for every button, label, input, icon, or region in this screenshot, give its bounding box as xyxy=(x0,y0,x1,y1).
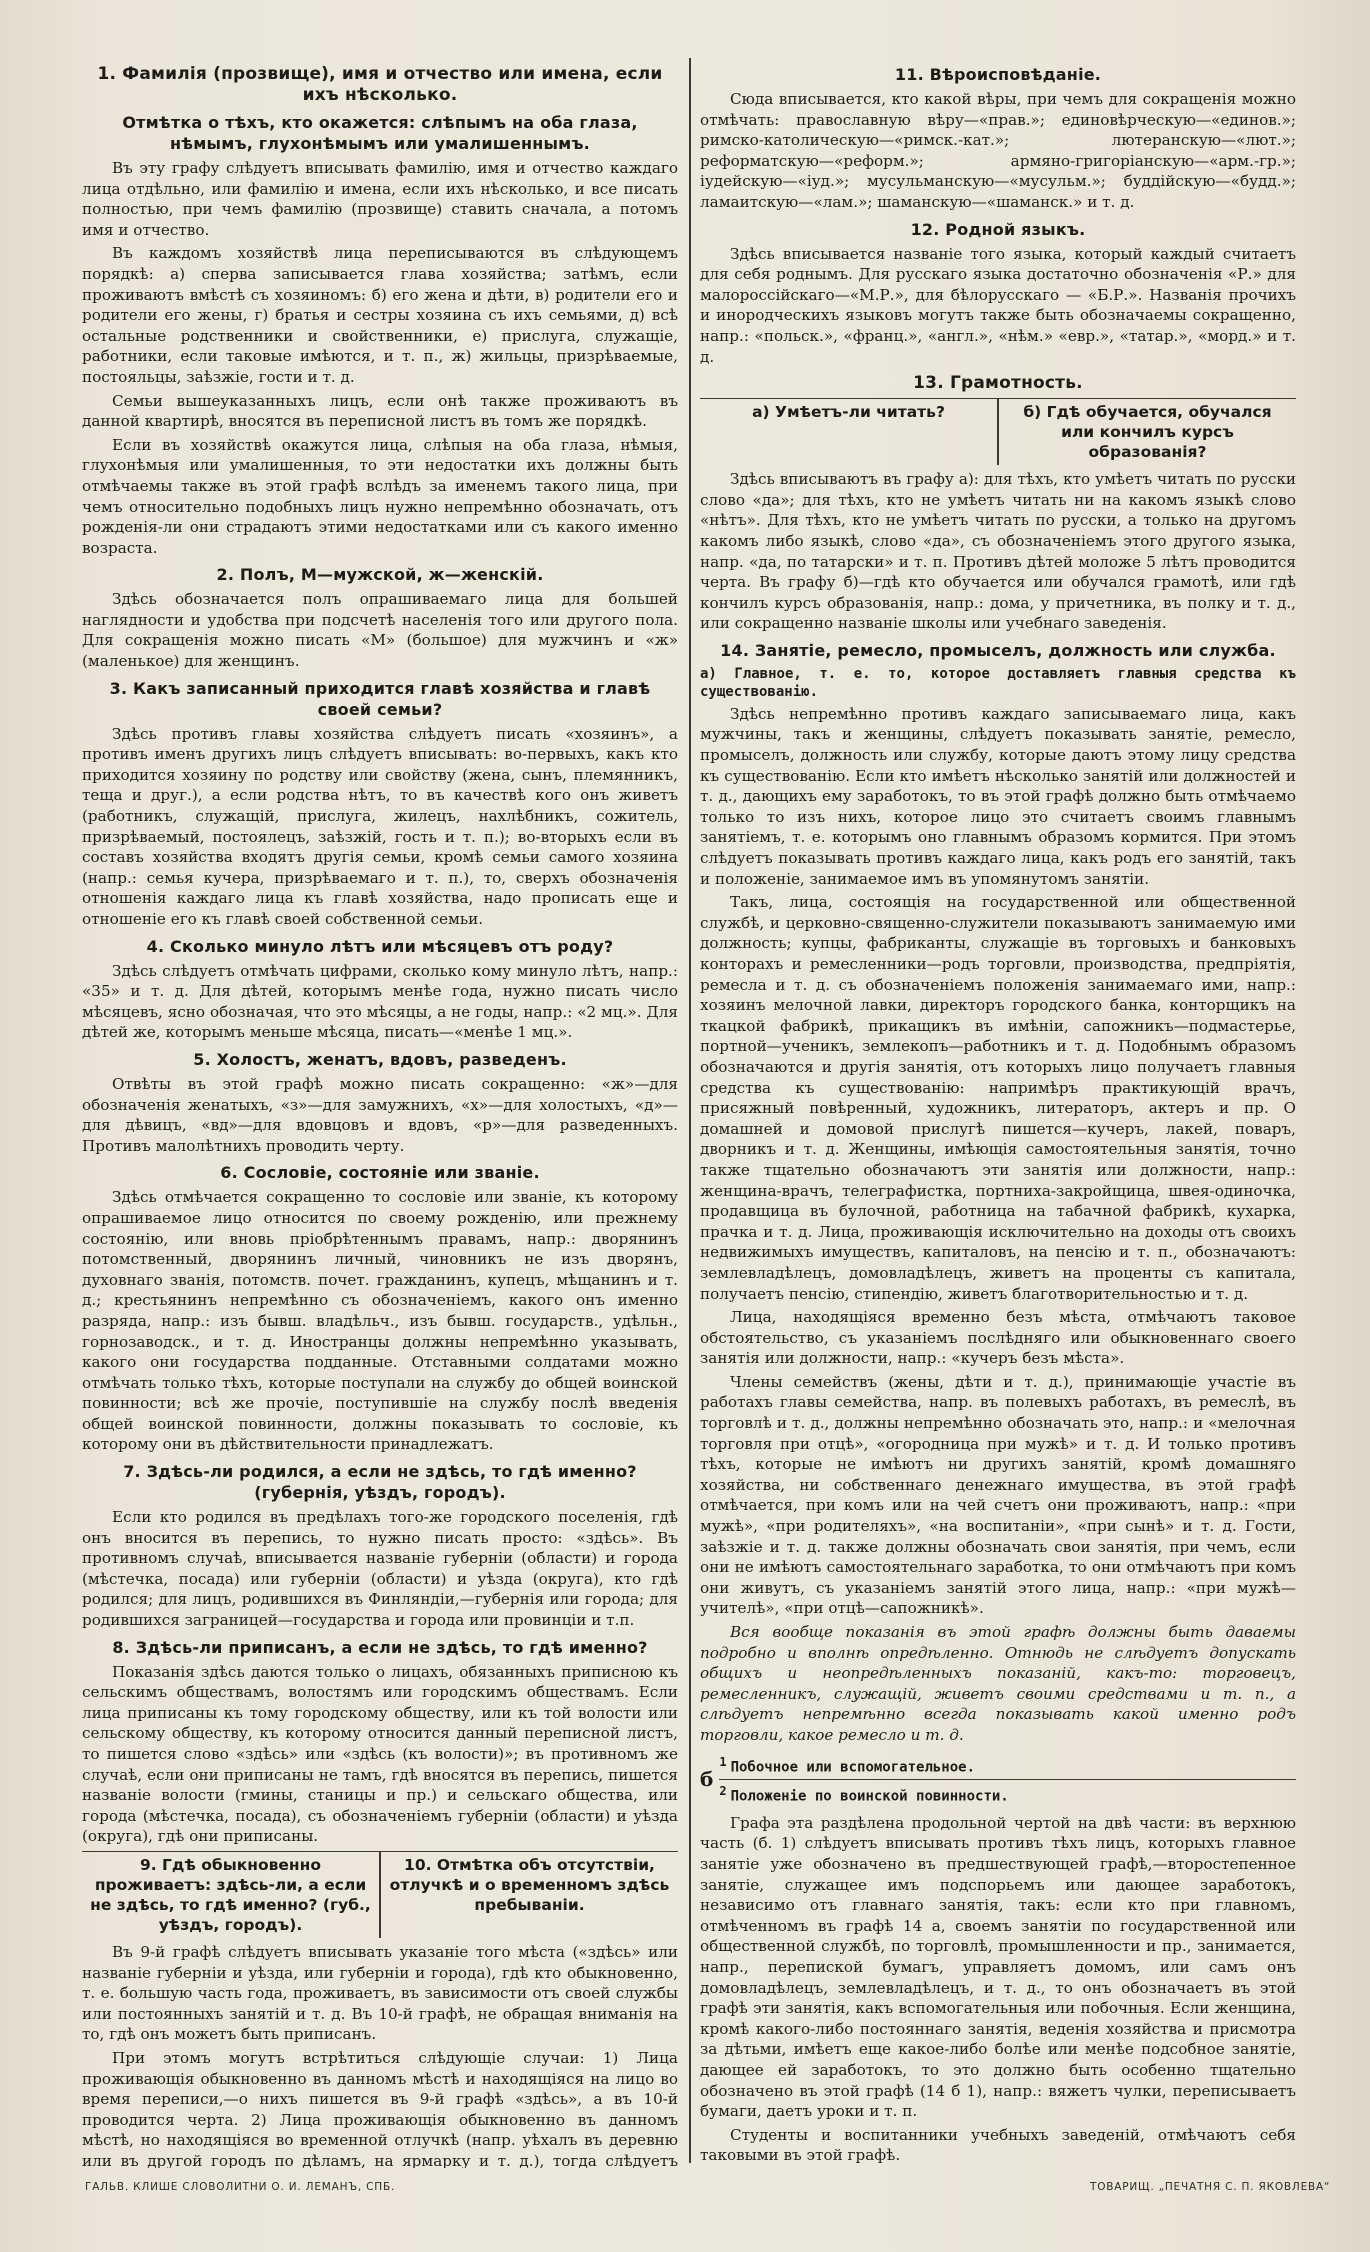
section-5-paragraph: Отвѣты въ этой графѣ можно писать сокращенно: «ж»—для обозначенія женатыхъ, «з»—для замужнихъ, «х»—для холостыхъ, «д»—для дѣвицъ, «вд»—для вдовцовъ и вдовъ, «р»—для разведенныхъ. Противъ малолѣтнихъ проводить черту. xyxy=(82,1074,678,1155)
section-14a-subtitle: а) Главное, т. е. то, которое доставляетъ главныя средства къ существованію. xyxy=(700,665,1296,700)
section-14b-paragraph: Графа эта раздѣлена продольной чертой на двѣ части: въ верхнюю часть (б. 1) слѣдуетъ вписывать противъ тѣхъ лицъ, которыхъ главное занятіе уже обозначено въ предшествующей графѣ,—второстепенное занятіе, служащее имъ подспорьемъ или дающее заработокъ, независимо отъ главнаго занятія, такъ: если кто при главномъ, отмѣченномъ въ графѣ 14 а, своемъ занятіи по государственной или общественной службѣ, по торговлѣ, промышленности и пр., занимается, напр., перепиской бумагъ, управляетъ домомъ, или самъ онъ домовладѣлецъ, землевладѣлецъ, и т. д., то онъ обозначаетъ въ этой графѣ эти занятія, какъ вспомогательныя или побочныя. Если женщина, кромѣ какого-либо постояннаго занятія, веденія хозяйства и присмотра за дѣтьми, имѣетъ еще какое-либо болѣе или менѣе подсобное занятіе, дающее ей заработокъ, то это должно быть особенно тщательно обозначено въ этой графѣ (14 б 1), напр.: вяжетъ чулки, переписываетъ бумаги, даетъ уроки и т. п. xyxy=(700,1813,1296,2121)
section-4-title: 4. Сколько минуло лѣтъ или мѣсяцевъ отъ роду? xyxy=(146,936,614,956)
section-14-paragraph: Такъ, лица, состоящія на государственной или общественной службѣ, и церковно-священно-служители показываютъ занимаемую ими должность; купцы, фабриканты, служащіе въ торговыхъ и банковыхъ конторахъ и ремесленники—родъ торговли, производства, предпріятія, ремесла и т. д. съ обозначеніемъ положенія занимаемаго ими, напр.: хозяинъ мелочной лавки, директоръ городского банка, конторщикъ на ткацкой фабрикѣ, прикащикъ въ имѣніи, сапожникъ—подмастерье, портной—ученикъ, землекопъ—работникъ и т. д. Подобнымъ образомъ обозначаются и другія занятія, отъ которыхъ лицо получаетъ главныя средства къ существованію: напримѣръ практикующій врачъ, присяжный повѣренный, художникъ, литераторъ, актеръ и пр. О домашней и домовой прислугѣ пишется—кучеръ, лакей, поваръ, дворникъ и т. д. Женщины, имѣющія самостоятельныя занятія, точно также тщательно обозначаютъ эти занятія или должности, напр.: женщина-врачъ, телеграфистка, портниха-закройщица, швея-одиночка, продавщица въ булочной, работница на табачной фабрикѣ, кухарка, прачка и т. д. Лица, проживающія исключительно на доходы отъ своихъ недвижимыхъ имуществъ, капиталовъ, на пенсію и т. п., обозначаютъ: землевладѣлецъ, домовладѣлецъ, живетъ на проценты съ капитала, получаетъ пенсію, стипендію, живетъ благотворительностью и т. д. xyxy=(700,893,1296,1303)
section-13-paragraph: Здѣсь вписываютъ въ графу а): для тѣхъ, кто умѣетъ читать по русски слово «да»; для тѣхъ, кто не умѣетъ читать ни на какомъ языкѣ слово «нѣтъ». Для тѣхъ, кто не умѣетъ читать по русски, а только на другомъ какомъ либо языкѣ, слово «да», съ обозначеніемъ этого другого языка, напр. «да, по татарски» и т. п. Противъ дѣтей моложе 5 лѣтъ проводится черта. Въ графу б)—гдѣ кто обучается или обучался грамотѣ, или гдѣ кончилъ курсъ образованія, напр.: дома, у причетника, въ полку и т. д., или сокращенно названіе школы или учебнаго заведенія. xyxy=(700,470,1296,633)
section-14b1-title: 1 Побочное или вспомогательное. xyxy=(719,1754,976,1776)
section-12-paragraph: Здѣсь вписывается названіе того языка, который каждый считаетъ для себя роднымъ. Для русскаго языка достаточно обозначенія «Р.» для малороссійскаго—«М.Р.», для бѣлорусскаго — «Б.Р.». Названія прочихъ и инородческихъ языковъ могутъ также быть обозначаемы сокращенно, напр.: «польск.», «франц.», «англ.», «нѣм.» «евр.», «татар.», «морд.» и т. д. xyxy=(700,244,1296,366)
section-6-paragraph: Здѣсь отмѣчается сокращенно то сословіе или званіе, къ которому опрашиваемое лицо относится по своему рожденію, или прежнему состоянію, или вновь пріобрѣтеннымъ правамъ, напр.: дворянинъ потомственный, дворянинъ личный, чиновникъ не изъ дворянъ, духовнаго званія, потомств. почет. гражданинъ, купецъ, мѣщанинъ и т. д.; крестьянинъ непремѣнно съ обозначеніемъ, какого онъ именно разряда, напр.: изъ бывш. владѣльч., изъ бывш. государств., удѣльн., горнозаводск., и т. д. Иностранцы должны непремѣнно указывать, какого они государства подданные. Отставными солдатами можно отмѣчать только тѣхъ, которые поступали на службу до общей воинской повинности; всѣ же прочіе, поступившіе на службу послѣ введенія общей воинской повинности, должны показывать то сословіе, къ которому они въ дѣйствительности принадлежатъ. xyxy=(82,1188,678,1454)
section-1-paragraph: Въ эту графу слѣдуетъ вписывать фамилію, имя и отчество каждаго лица отдѣльно, или фамилію и имена, если ихъ нѣсколько, и все писать полностью, при чемъ фамилію (прозвище) ставить сначала, а потомъ имя и отчество. xyxy=(82,159,678,239)
right-column xyxy=(700,58,1296,2168)
section-10-title: 10. Отмѣтка объ отсутствіи, отлучкѣ и о временномъ здѣсь пребываніи. xyxy=(379,1852,678,1938)
section-8-paragraph: Показанія здѣсь даются только о лицахъ, обязанныхъ приписною къ сельскимъ обществамъ, волостямъ или городскимъ обществамъ. Если лица приписаны къ тому городскому обществу, или къ той волости или сельскому обществу, къ которому относится данный переписной листъ, то пишется слово «здѣсь» или «здѣсь (къ волости)»; въ противномъ же случаѣ, если они приписаны не тамъ, гдѣ вносятся въ перепись, пишется названіе волости (гмины, станицы и пр.) и сельскаго общества, или города (мѣстечка, посада), съ обозначеніемъ губерніи (области) и уѣзда (округа), гдѣ они приписаны. xyxy=(82,1662,678,1846)
section-2-paragraph: Здѣсь обозначается полъ опрашиваемаго лица для большей наглядности и удобства при подсчетѣ населенія того или другого пола. Для сокращенія можно писать «М» (большое) для мужчинъ и «ж» (маленькое) для женщинъ. xyxy=(82,590,678,671)
section-14-paragraph: Лица, находящіяся временно безъ мѣста, отмѣчаютъ таковое обстоятельство, съ указаніемъ послѣдняго или обыкновеннаго своего занятія или должности, напр.: «кучеръ безъ мѣста». xyxy=(700,1308,1296,1368)
section-3-paragraph: Здѣсь противъ главы хозяйства слѣдуетъ писать «хозяинъ», а противъ именъ другихъ лицъ слѣдуетъ вписывать: во-первыхъ, какъ кто приходится хозяину по родству или свойству (жена, сынъ, племянникъ, теща и друг.), а если родства нѣтъ, то въ качествѣ кого онъ живетъ (работникъ, служащій, прислуга, жилецъ, нахлѣбникъ, сожитель, призрѣваемый, постоялецъ, заѣзжій, гость и т. п.); во-вторыхъ если въ составъ хозяйства входятъ другія семьи, кромѣ семьи самого хозяина (напр.: семья кучера, призрѣваемаго и т. п.), то, сверхъ обозначенія отношенія каждаго лица къ главѣ хозяйства, надо прописать еще и отношеніе его къ главѣ своей собственной семьи. xyxy=(82,724,678,928)
section-14b1-label: Побочное или вспомогательное. xyxy=(730,1759,976,1776)
section-13-subheader xyxy=(700,398,1296,465)
section-1-paragraph: Въ каждомъ хозяйствѣ лица переписываются въ слѣдующемъ порядкѣ: а) сперва записывается глава хозяйства; затѣмъ, если проживаютъ вмѣстѣ съ хозяиномъ: б) его жена и дѣти, в) родители его и родители его жены, г) братья и сестры хозяина съ ихъ семьями, д) всѣ остальные родственники и свойственники, е) прислуга, служащіе, работники, если таковые имѣются, и т. п., ж) жильцы, призрѣваемые, постояльцы, заѣзжіе, гости и т. д. xyxy=(82,244,678,386)
section-1-subtitle: Отмѣтка о тѣхъ, кто окажется: слѣпымъ на оба глаза, нѣмымъ, глухонѣмымъ или умалишеннымъ. xyxy=(122,113,638,153)
section-8-title: 8. Здѣсь-ли приписанъ, а если не здѣсь, то гдѣ именно? xyxy=(112,1637,648,1657)
section-7-title: 7. Здѣсь-ли родился, а если не здѣсь, то гдѣ именно? (губернія, уѣздъ, городъ). xyxy=(123,1462,637,1503)
section-14b-letter: б xyxy=(700,1766,714,1791)
section-9-title: 9. Гдѣ обыкновенно проживаетъ: здѣсь-ли, а если не здѣсь, то гдѣ именно? (губ., уѣздъ, городъ). xyxy=(90,1855,371,1934)
sections-9-10-header xyxy=(82,1851,678,1938)
section-9-paragraph: При этомъ могутъ встрѣтиться слѣдующіе случаи: 1) Лица проживающія обыкновенно въ данномъ мѣстѣ и находящіяся на лицо во время переписи,—о нихъ пишется въ 9-й графѣ «здѣсь», а въ 10-й проводится черта. 2) Лица проживающія обыкновенно въ данномъ мѣстѣ, но находящіяся во временной отлучкѣ (напр. уѣхалъ въ деревню или въ другой городъ по дѣламъ, на ярмарку и т. д.), тогда слѣдуетъ xyxy=(82,2048,678,2168)
section-1-paragraph: Семьи вышеуказанныхъ лицъ, если онѣ также проживаютъ въ данной квартирѣ, вносятся въ переписной листъ въ томъ же порядкѣ. xyxy=(82,391,678,431)
section-14-paragraph: Вся вообще показанія въ этой графѣ должны быть даваемы подробно и вполнѣ опредѣленно. Отнюдь не слѣдуетъ допускать общихъ и неопредѣленныхъ показаній, какъ-то: торговецъ, ремесленникъ, служащій, живетъ своими средствами и т. п., а слѣдуетъ непремѣнно всегда показывать какой именно родъ торговли, какое ремесло и т. д. xyxy=(700,1623,1296,1744)
section-13a-title: а) Умѣетъ-ли читать? xyxy=(752,403,945,422)
section-1-paragraph: Если въ хозяйствѣ окажутся лица, слѣпыя на оба глаза, нѣмыя, глухонѣмыя или умалишенныя, то эти недостатки ихъ должны быть отмѣчаемы также въ этой графѣ вслѣдъ за именемъ такого лица, при чемъ относительно подобныхъ лицъ нужно непремѣнно обозначать, отъ рожденія-ли они страдаютъ этими недостатками или съ какого именно возраста. xyxy=(82,435,678,557)
section-1-title: 1. Фамилія (прозвище), имя и отчество или имена, если ихъ нѣсколько. xyxy=(97,64,663,105)
section-14b-paragraph: Студенты и воспитанники учебныхъ заведеній, отмѣчаютъ себя таковыми въ этой графѣ. xyxy=(700,2125,1296,2165)
printer-imprint-right: ТОВАРИЩ. „ПЕЧАТНЯ С. П. ЯКОВЛЕВА“ xyxy=(1090,2181,1331,2193)
section-6-title: 6. Сословіе, состояніе или званіе. xyxy=(220,1163,540,1183)
section-13b-title: б) Гдѣ обучается, обучался или кончилъ курсъ образованія? xyxy=(997,399,1296,465)
section-12-title: 12. Родной языкъ. xyxy=(910,219,1086,239)
section-4-paragraph: Здѣсь слѣдуетъ отмѣчать цифрами, сколько кому минуло лѣтъ, напр.: «35» и т. д. Для дѣтей, которымъ менѣе года, нужно писать число мѣсяцевъ, ясно обозначая, что это мѣсяцы, а не годы, напр.: «2 мц.». Для дѣтей же, которымъ меньше мѣсяца, писать—«менѣе 1 мц.». xyxy=(82,961,678,1042)
section-3-title: 3. Какъ записанный приходится главѣ хозяйства и главѣ своей семьи? xyxy=(109,678,651,719)
section-9-paragraph: Въ 9-й графѣ слѣдуетъ вписывать указаніе того мѣста («здѣсь» или названіе губерніи и уѣзда, или губерніи и города), гдѣ кто обыкновенно, т. е. большую часть года, проживаетъ, въ зависимости отъ своей службы или постоянныхъ занятій и т. д. Въ 10-й графѣ, не обращая вниманія на то, гдѣ онъ можетъ быть приписанъ. xyxy=(82,1942,678,2044)
section-7-paragraph: Если кто родился въ предѣлахъ того-же городского поселенія, гдѣ онъ вносится въ перепись, то нужно писать просто: «здѣсь». Въ противномъ случаѣ, вписывается названіе губерніи (области) и города (мѣстечка, посада) или губерніи (области) и уѣзда (округа), кто гдѣ родился; для лицъ, родившихся въ Финляндіи,—губернія или города; для родившихся заграницей—государства и города или провинціи и т.п. xyxy=(82,1508,678,1630)
section-14-paragraph: Члены семействъ (жены, дѣти и т. д.), принимающіе участіе въ работахъ главы семейства, напр. въ полевыхъ работахъ, въ ремеслѣ, въ торговлѣ и т. д., должны непремѣнно обозначать это, напр.: и «мелочная торговля при отцѣ», «огородница при мужѣ» и т. д. И только противъ тѣхъ, которые не имѣютъ ни другихъ занятій, кромѣ домашняго хозяйства, ни собственнаго денежнаго имущества, въ этой графѣ отмѣчается, при комъ или на чей счетъ они проживаютъ, напр.: «при мужѣ», «при родителяхъ», «на воспитаніи», «при сынѣ» и т. д. Гости, заѣзжіе и т. д. также должны обозначать свои занятія, при чемъ, если они не имѣютъ самостоятельнаго заработка, то они отмѣчаютъ при комъ они живутъ, съ указаніемъ занятій этого лица, напр.: «при мужѣ—учителѣ», «при отцѣ—сапожникѣ». xyxy=(700,1372,1296,1618)
section-14-paragraph: Здѣсь непремѣнно противъ каждаго записываемаго лица, какъ мужчины, такъ и женщины, слѣдуетъ показывать занятіе, ремесло, промыселъ, должность или службу, которые даютъ этому лицу средства къ существованію. Если кто имѣетъ нѣсколько занятій или должностей и т. д., дающихъ ему заработокъ, то въ этой графѣ должно быть отмѣчаемо только то изъ нихъ, которое лицо это считаетъ своимъ главнымъ занятіемъ, т. е. которымъ оно главнымъ образомъ кормится. При этомъ слѣдуетъ показывать противъ каждаго лица, какъ родъ его занятій, такъ и положеніе, занимаемое имъ въ упомянутомъ занятіи. xyxy=(700,704,1296,888)
section-2-title: 2. Полъ, М—мужской, ж—женскій. xyxy=(216,565,544,585)
section-11-paragraph: Сюда вписывается, кто какой вѣры, при чемъ для сокращенія можно отмѣчать: православную вѣру—«прав.»; единовѣрческую—«единов.»; римско-католическую—«римск.-кат.»; лютеранскую—«лют.»; реформатскую—«реформ.»; армяно-григоріанскую—«арм.-гр.»; іудейскую—«іуд.»; мусульманскую—«мусульм.»; буддійскую—«будд.»; ламаитскую—«лам.»; шаманскую—«шаманск.» и т. д. xyxy=(700,90,1296,211)
section-14b2-title: 2 Положеніе по воинской повинности. xyxy=(719,1779,1296,1806)
section-14b2-label: Положеніе по воинской повинности. xyxy=(730,1788,1009,1805)
section-11-title: 11. Вѣроисповѣданіе. xyxy=(894,65,1102,84)
section-5-title: 5. Холостъ, женатъ, вдовъ, разведенъ. xyxy=(193,1049,567,1069)
section-13-title: 13. Грамотность. xyxy=(913,373,1083,394)
column-divider xyxy=(689,58,691,2163)
section-14b-header xyxy=(700,1750,1296,1809)
section-14-title: 14. Занятіе, ремесло, промыселъ, должность или служба. xyxy=(720,640,1276,660)
left-column xyxy=(82,58,678,2168)
printer-imprint-left: ГАЛЬВ. КЛИШЕ СЛОВОЛИТНИ О. И. ЛЕМАНЪ, СПБ. xyxy=(85,2181,396,2193)
